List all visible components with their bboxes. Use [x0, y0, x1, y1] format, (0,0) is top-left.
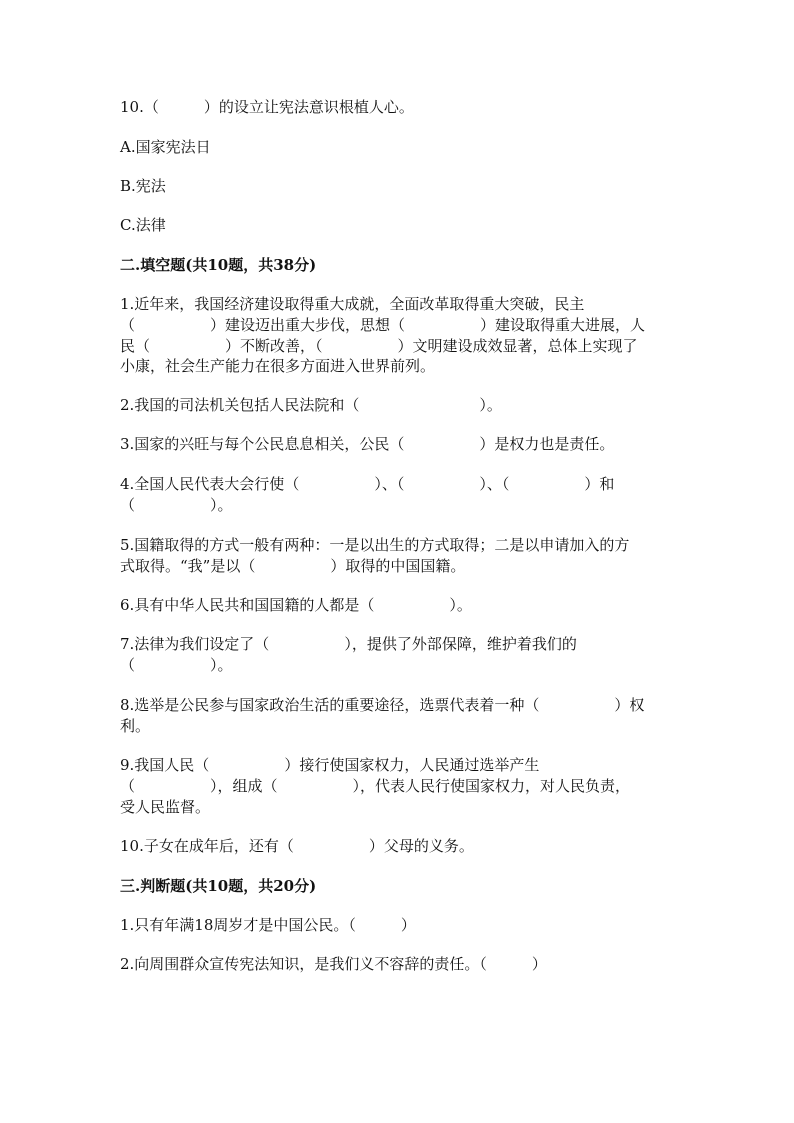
- mc-option-b: B.宪法: [120, 177, 166, 195]
- fill-q5-line2: 式取得。“我”是以（ ）取得的中国国籍。: [120, 557, 466, 575]
- fill-q1-line1: 1.近年来，我国经济建设取得重大成就，全面改革取得重大突破，民主: [120, 295, 585, 313]
- fill-q7-line2: （ ）。: [120, 656, 233, 674]
- fill-q5-line1: 5.国籍取得的方式一般有两种：一是以出生的方式取得；二是以申请加入的方: [120, 536, 630, 554]
- fill-q8-line1: 8.选举是公民参与国家政治生活的重要途径，选票代表着一种（ ）权: [120, 696, 645, 714]
- tf-q2: 2.向周围群众宣传宪法知识，是我们义不容辞的责任。（ ）: [120, 955, 547, 973]
- section-fill-blank-title: 二.填空题(共10题，共38分): [120, 256, 317, 274]
- tf-q1: 1.只有年满18周岁才是中国公民。（ ）: [120, 916, 416, 934]
- mc-option-c: C.法律: [120, 216, 166, 234]
- mc-option-a: A.国家宪法日: [120, 138, 211, 156]
- fill-q8-line2: 利。: [120, 717, 151, 735]
- fill-q1-line3: 民（ ）不断改善，（ ）文明建设成效显著，总体上实现了: [120, 337, 638, 355]
- fill-q10: 10.子女在成年后，还有（ ）父母的义务。: [120, 837, 474, 855]
- fill-q2: 2.我国的司法机关包括人民法院和（ ）。: [120, 396, 502, 414]
- fill-q9-line1: 9.我国人民（ ）接行使国家权力，人民通过选举产生: [120, 756, 540, 774]
- fill-q3: 3.国家的兴旺与每个公民息息相关，公民（ ）是权力也是责任。: [120, 435, 615, 453]
- fill-q4-line1: 4.全国人民代表大会行使（ ）、（ ）、（ ）和: [120, 475, 615, 493]
- section-true-false-title: 三.判断题(共10题，共20分): [120, 877, 317, 895]
- fill-q4-line2: （ ）。: [120, 496, 233, 514]
- fill-q9-line2: （ ），组成（ ），代表人民行使国家权力，对人民负责，: [120, 777, 631, 795]
- fill-q1-line4: 小康，社会生产能力在很多方面进入世界前列。: [120, 357, 436, 375]
- fill-q7-line1: 7.法律为我们设定了（ ），提供了外部保障，维护着我们的: [120, 635, 577, 653]
- mc-question-10-stem: 10.（ ）的设立让宪法意识根植人心。: [120, 98, 414, 116]
- fill-q9-line3: 受人民监督。: [120, 798, 211, 816]
- fill-q1-line2: （ ）建设迈出重大步伐，思想（ ）建设取得重大进展，人: [120, 316, 646, 334]
- fill-q6: 6.具有中华人民共和国国籍的人都是（ ）。: [120, 596, 472, 614]
